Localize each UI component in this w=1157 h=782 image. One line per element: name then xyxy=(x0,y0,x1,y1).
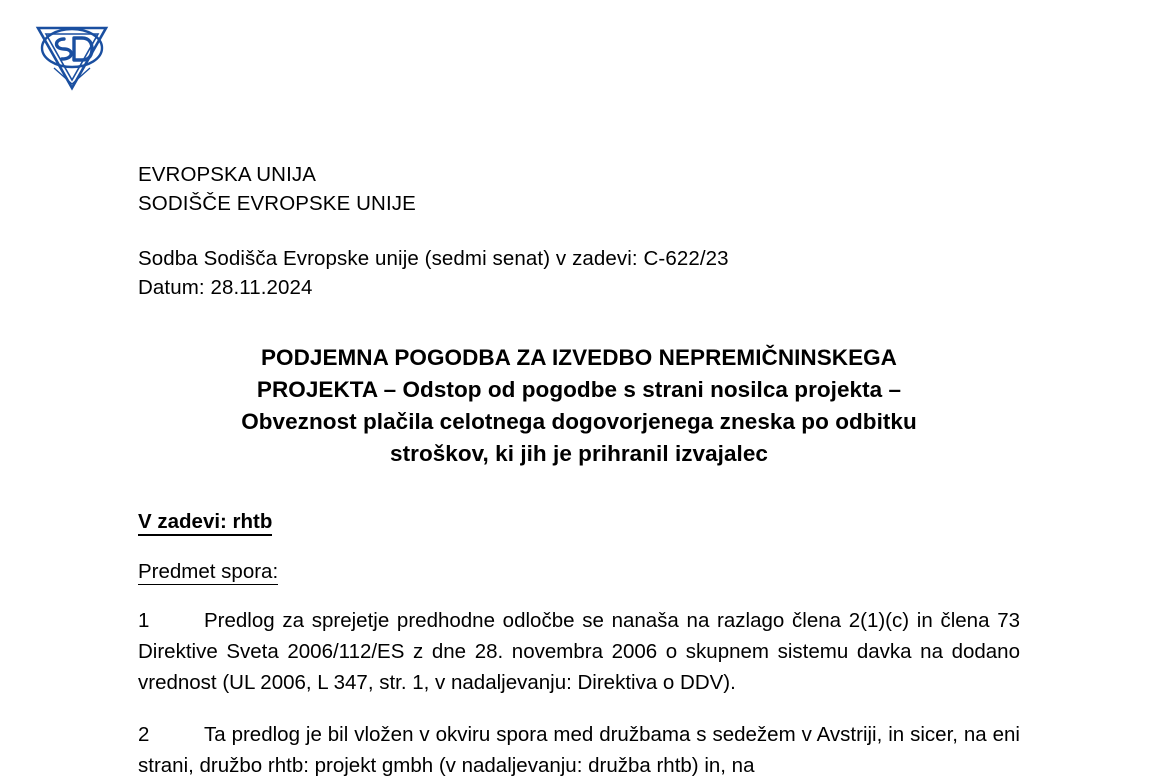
title-line-2: PROJEKTA – Odstop od pogodbe s strani nosilca projekta – xyxy=(256,377,902,403)
title-line-1: PODJEMNA POGODBA ZA IZVEDBO NEPREMIČNINSKEGA xyxy=(260,345,897,371)
document-content xyxy=(138,160,1020,782)
paragraph-2 xyxy=(138,720,1020,782)
institution-line-court: SODIŠČE EVROPSKE UNIJE xyxy=(138,192,416,216)
institution-line-eu: EVROPSKA UNIJA xyxy=(138,163,316,186)
title-line-3: Obveznost plačila celotnega dogovorjenega zneska po odbitku xyxy=(241,409,917,435)
judgment-reference: Sodba Sodišča Evropske unije (sedmi senat) v zadevi: C-622/23 xyxy=(138,247,729,271)
paragraph-1-text: Predlog za sprejetje predhodne odločbe se nanaša na razlago člena 2(1)(c) in člena 73 Direktive Sveta 2006/112/ES z dne 28. novembra 2006 o skupnem sistemu davka na dodano vrednost (UL 2006, L 347, str. 1, v nadaljevanju: Direktiva o DDV). xyxy=(138,609,1020,694)
paragraph-1 xyxy=(138,606,1020,698)
title-line-4: stroškov, ki jih je prihranil izvajalec xyxy=(390,441,768,467)
institution-header xyxy=(138,160,1020,218)
paragraph-2-text: Ta predlog je bil vložen v okviru spora med družbama s sedežem v Avstriji, in sicer, na eni strani, družbo rhtb: projekt gmbh (v nadaljevanju: družba rhtb) in, na xyxy=(138,723,1020,778)
case-label-text: V zadevi: rhtb xyxy=(138,510,272,536)
judgment-meta xyxy=(138,244,1020,302)
judgment-date: Datum: 28.11.2024 xyxy=(138,276,313,300)
case-label xyxy=(138,510,1020,534)
paragraph-1-number: 1 xyxy=(138,609,150,633)
court-emblem-logo xyxy=(28,22,116,94)
paragraph-2-number: 2 xyxy=(138,723,150,747)
subject-label-text: Predmet spora: xyxy=(138,560,279,584)
document-title xyxy=(138,342,1020,470)
subject-label xyxy=(138,560,1020,584)
